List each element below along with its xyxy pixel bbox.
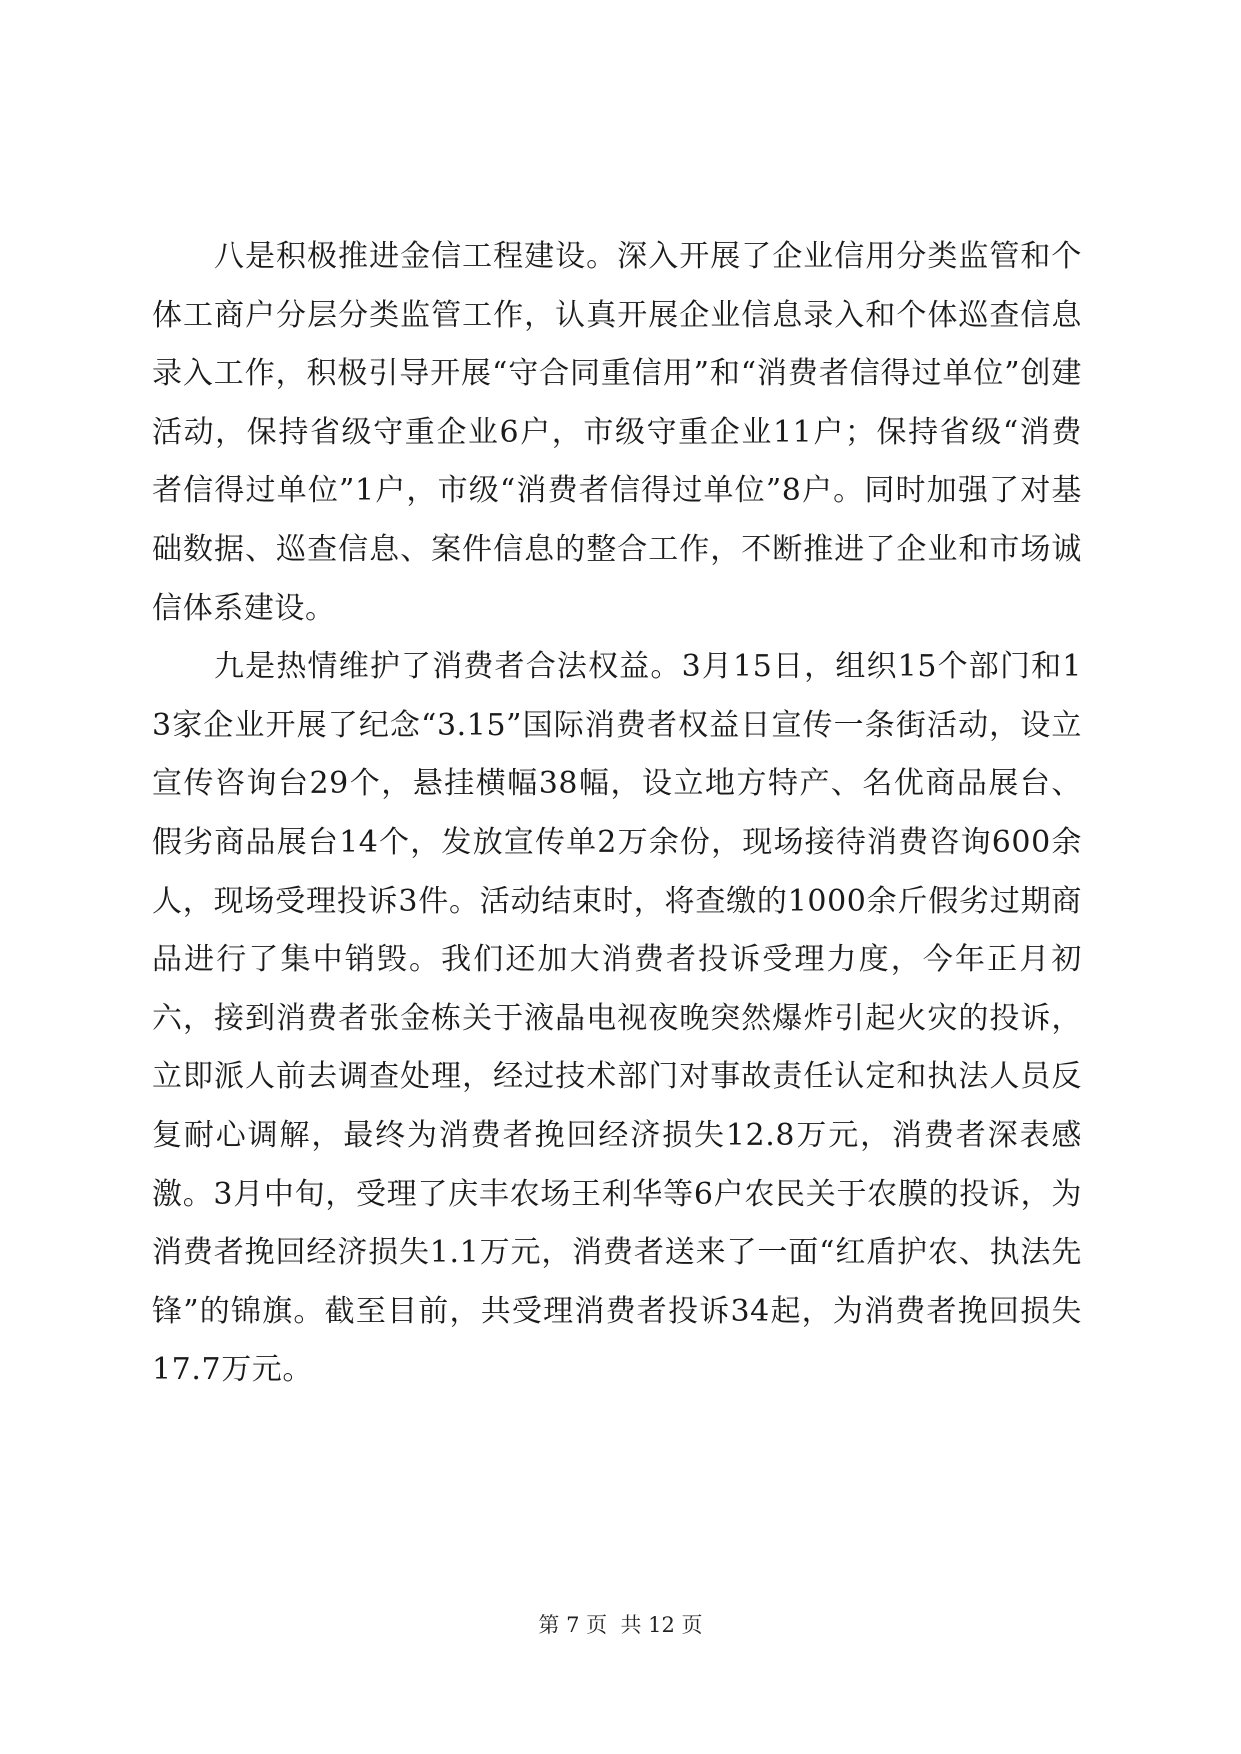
paragraph-item-8: 八是积极推进金信工程建设。深入开展了企业信用分类监管和个体工商户分层分类监管工作，认真开展企业信息录入和个体巡查信息录入工作，积极引导开展“守合同重信用”和“消费者信得过单位”创建活动，保持省级守重企业6户，市级守重企业11户；保持省级“消费者信得过单位”1户，市级“消费者信得过单位”8户。同时加强了对基础数据、巡查信息、案件信息的整合工作，不断推进了企业和市场诚信体系建设。 — [152, 239, 1082, 626]
page-number-label: 第 7 页 共 12 页 — [538, 1613, 703, 1637]
page-footer — [0, 1610, 1241, 1640]
paragraph-item-9: 九是热情维护了消费者合法权益。3月15日，组织15个部门和13家企业开展了纪念“3.15”国际消费者权益日宣传一条街活动，设立宣传咨询台29个，悬挂横幅38幅，设立地方特产、名优商品展台、假劣商品展台14个，发放宣传单2万余份，现场接待消费咨询600余人，现场受理投诉3件。活动结束时，将查缴的1000余斤假劣过期商品进行了集中销毁。我们还加大消费者投诉受理力度，今年正月初六，接到消费者张金栋关于液晶电视夜晚突然爆炸引起火灾的投诉，立即派人前去调查处理，经过技术部门对事故责任认定和执法人员反复耐心调解，最终为消费者挽回经济损失12.8万元，消费者深表感激。3月中旬，受理了庆丰农场王利华等6户农民关于农膜的投诉，为消费者挽回经济损失1.1万元，消费者送来了一面“红盾护农、执法先锋”的锦旗。截至目前，共受理消费者投诉34起，为消费者挽回损失17.7万元。 — [152, 649, 1082, 1388]
document-body — [152, 228, 1082, 1400]
